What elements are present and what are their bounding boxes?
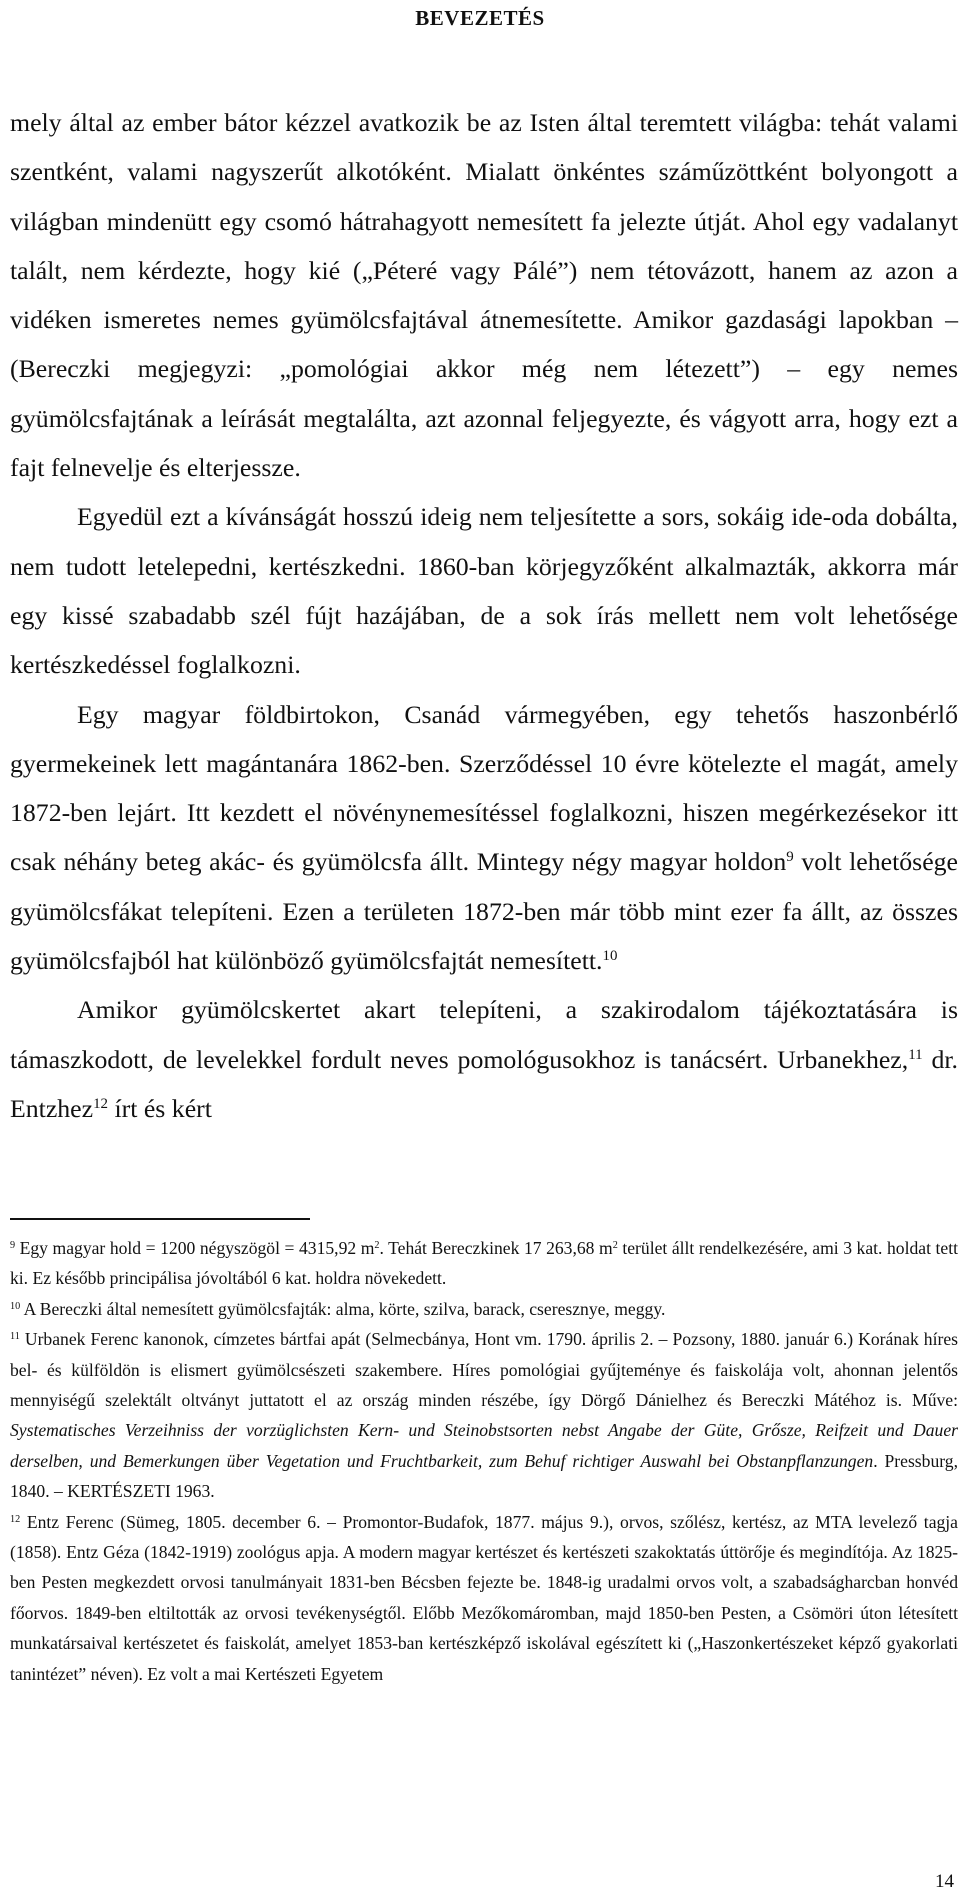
footnote-11-text-b: . Pressburg, 1840. – KERTÉSZETI 1963. [10,1450,958,1502]
paragraph-3-text-b: volt lehetősége gyümölcsfákat telepíteni. Ezen a területen 1872-ben már több mint ezer fa állt, az összes gyümölcsfajból hat különböző gyümölcsfajtát nemesített. [10,847,958,976]
footnote-12 [10,1507,958,1689]
page-number: 14 [935,1871,954,1892]
footnote-11-number: 11 [10,1331,20,1343]
footnote-10-number: 10 [10,1300,21,1312]
footnotes [10,1233,958,1689]
paragraph-4-text-b: dr. Entzhez [10,1044,958,1123]
footnote-10-text: A Bereczki által nemesített gyümölcsfajták: alma, körte, szilva, barack, cseresznye, meggy. [20,1298,666,1319]
body-text [10,98,958,1133]
footnote-12-number: 12 [10,1513,21,1525]
paragraph-3 [10,690,958,986]
footnote-ref-10: 10 [602,948,618,965]
footnote-11 [10,1324,958,1506]
footnote-9-text-a: Egy magyar hold = 1200 négyszögöl = 4315,92 m [15,1238,375,1258]
paragraph-4 [10,985,958,1133]
footnote-9-text-b: . Tehát Bereczkinek 17 263,68 m [379,1238,613,1258]
paragraph-4-text-a: Amikor gyümölcskertet akart telepíteni, a szakirodalom tájékoztatására is támaszkodott, de levelekkel fordult neves pomológusokhoz is tanácsért. Urbanekhez, [10,995,958,1074]
page-header: BEVEZETÉS [415,6,545,30]
paragraph-1: mely által az ember bátor kézzel avatkozik be az Isten által teremtett világba: tehát valami szentként, valami nagyszerűt alkotóként. Mialatt önkéntes száműzöttként bolyongott a világban mindenütt egy csomó hátrahagyott nemesített fa jelezte útját. Ahol egy vadalanyt talált, nem kérdezte, hogy kié („Péteré vagy Pálé”) nem tétovázott, hanem az azon a vidéken ismeretes nemes gyümölcsfajtával átnemesítette. Amikor gazdasági lapokban – (Bereczki megjegyzi: „pomológiai akkor még nem létezett”) – egy nemes gyümölcsfajtának a leírását megtalálta, azt azonnal feljegyezte, és vágyott arra, hogy ezt a fajt felnevelje és elterjessze. [10,108,958,483]
footnote-11-book-title: Systematisches Verzeihniss der vorzüglichsten Kern- und Steinobstsorten nebst Angabe der Güte, Grősze, Reifzeit und Dauer derselben, und Bemerkungen über Vegetation und Fruchtbarkeit, zum Behuf richtiger Auswahl bei Obstanpflanzungen [10,1420,958,1471]
footnote-10 [10,1294,958,1324]
footnote-ref-12: 12 [93,1095,109,1112]
footnote-9 [10,1233,958,1294]
footnote-9-superscript-2: 2 [612,1239,618,1251]
footnote-ref-11: 11 [908,1046,923,1063]
paragraph-4-text-c: írt és kért [108,1093,212,1123]
footnote-9-superscript-1: 2 [374,1239,380,1251]
footnote-9-text-c: terület állt rendelkezésére, ami 3 kat. holdat tett ki. Ez később principálisa jóvoltából 6 kat. holdra növekedett. [10,1238,958,1289]
footnote-ref-9: 9 [786,849,794,866]
footnote-11-text-a: Urbanek Ferenc kanonok, címzetes bártfai apát (Selmecbánya, Hont vm. 1790. április 2. – Pozsony, 1880. január 6.) Korának híres bel- és külföldön is elismert gyümölcsészeti szakembere. Híres pomológiai gyűjteménye és faiskolája volt, ahonnan jelentős mennyiségű szelektált oltványt juttatott el az ország minden részébe, így Dörgő Dánielhez és Bereczki Mátéhoz is. Műve: [10,1329,958,1411]
footnote-12-text: Entz Ferenc (Sümeg, 1805. december 6. – Promontor-Budafok, 1877. május 9.), orvos, szőlész, kertész, az MTA levelező tagja (1858). Entz Géza (1842-1919) zoológus apja. A modern magyar kertészet és kertészeti szakoktatás úttörője és megindítója. Az 1825-ben Pesten megkezdett orvosi tanulmányait 1831-ben Bécsben fejezte be. 1848-ig uradalmi orvos volt, a szabadságharcban honvéd főorvos. 1849-ben eltiltották az orvosi tevékenységtől. Előbb Mezőkomáromban, majd 1850-ben Pesten, a Csömöri úton létesített munkatársaival kertészetet és faiskolát, amelyet 1853-ban kertészképző iskolával egészített ki („Haszonkertészeket képző gyakorlati tanintézet” néven). Ez volt a mai Kertészeti Egyetem [10,1511,958,1684]
footnote-separator [10,1218,310,1220]
footnote-9-number: 9 [10,1239,16,1251]
paragraph-3-text-a: Egy magyar földbirtokon, Csanád vármegyében, egy tehetős haszonbérlő gyermekeinek lett magántanára 1862-ben. Szerződéssel 10 évre kötelezte el magát, amely 1872-ben lejárt. Itt kezdett el növénynemesítéssel foglalkozni, hiszen megérkezésekor itt csak néhány beteg akác- és gyümölcsfa állt. Mintegy négy magyar holdon [10,699,958,877]
paragraph-2: Egyedül ezt a kívánságát hosszú ideig nem teljesítette a sors, sokáig ide-oda dobálta, nem tudott letelepedni, kertészkedni. 1860-ban körjegyzőként alkalmazták, akkorra már egy kissé szabadabb szél fújt hazájában, de a sok írás mellett nem volt lehetősége kertészkedéssel foglalkozni. [10,502,958,680]
